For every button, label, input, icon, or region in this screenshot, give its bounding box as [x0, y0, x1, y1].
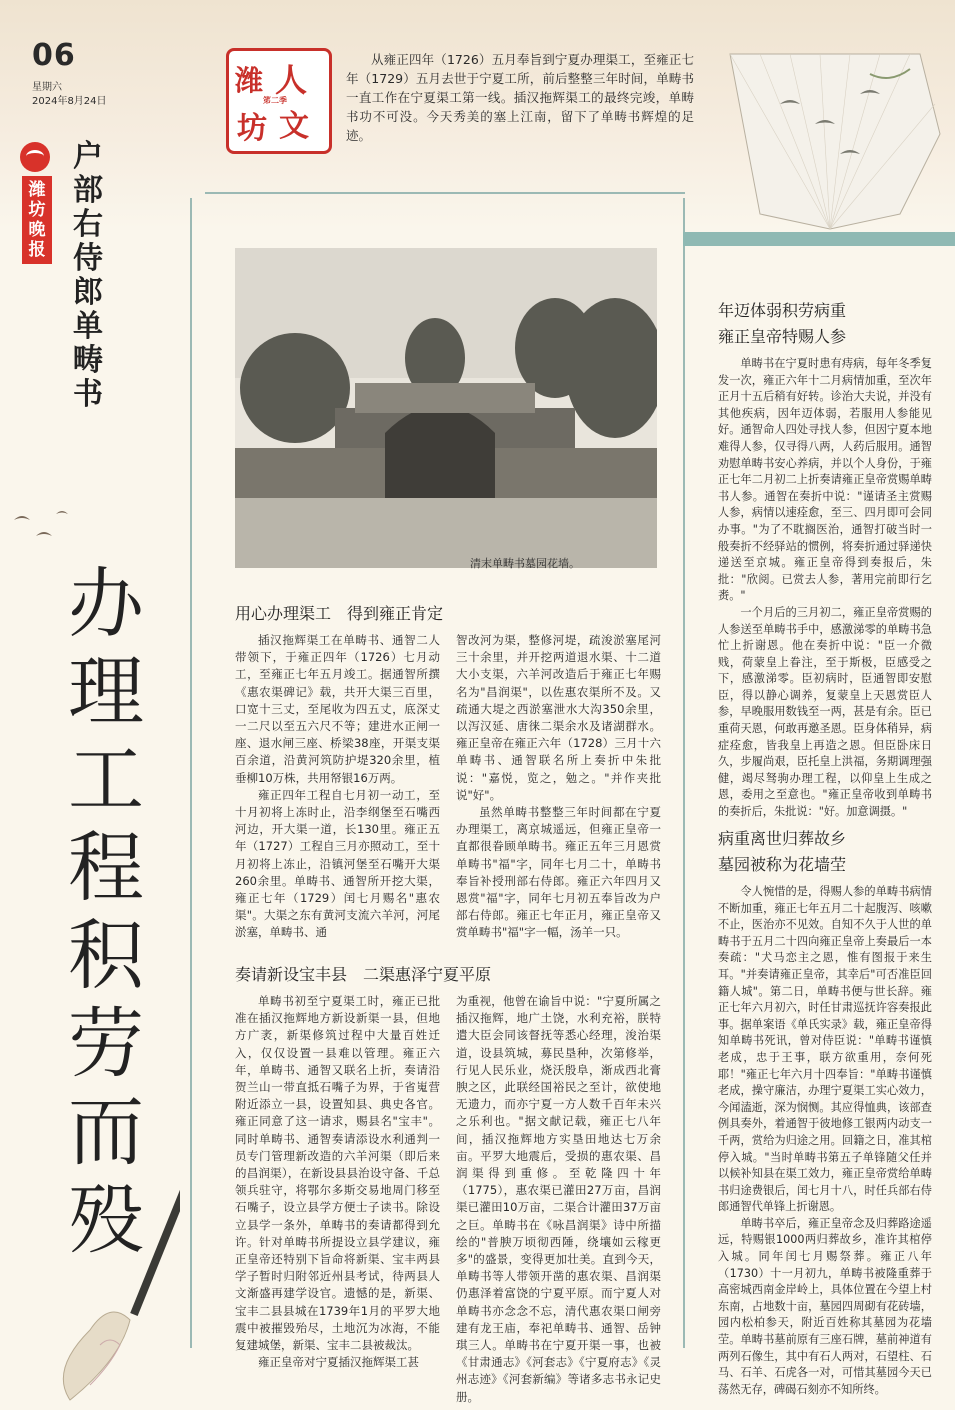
article-column	[718, 356, 932, 821]
article-column	[235, 993, 440, 1371]
section-title	[718, 298, 846, 350]
paragraph: 虽然单畴书整整三年时间都在宁夏办理渠工，离京城遥远，但雍正皇帝一直都很眷顾单畴书。雍正五年三月恩赏单畴书"福"字，同年七月二十，单畴书奉旨补授刑部右侍郎。雍正六年四月又恩赏"福"字，同年七月初五奉旨改为户部右侍郎。雍正七年正月，雍正皇帝又赏单畴书"福"字一幅，汤羊一只。	[456, 805, 661, 940]
paragraph: 令人惋惜的是，得赐人参的单畴书病情不断加重，雍正七年五月二十起腹泻、咳嗽不止，医治亦不见效。自知不久于人世的单畴书于五月二十四向雍正皇帝上奏最后一本奏疏："犬马恋主之恩，惟有图报于来生耳。"并奏请雍正皇帝，其幸后"可否准臣回籍人城"。第二日，单畴书便与世长辞。雍正七年六月初六，时任甘肃巡抚许容奏报此事。据单案语《单氏实录》载，雍正皇帝得知单畴书死讯，曾对侍臣说："单畴书谨慎老成，忠于王事，联方欲重用，奈何死耶！"雍正七年六月十四奉旨："单畴书谨慎老成，操守廉洁，办理宁夏渠工实心效力，今闻溘逝，深为悯恻。其应得恤典，该部查例具奏外，着通智于彼地修工银两内动支一千两，赏给为归途之用。回籍之日，准其棺停入城。"当时单畴书第五子单锋随父任并以候补知县在渠工效力，雍正皇帝赏给单畴书归途费银后，闰七月十八，时任兵部右侍郎通智代单锋上折谢恩。	[718, 885, 932, 1214]
issue-date: 2024年8月24日	[32, 96, 107, 107]
article-column	[456, 632, 661, 942]
intro-lede: 从雍正四年（1726）五月奉旨到宁夏办理渠工，至雍正七年（1729）五月去世于宁夏工所，前后整整三年时间，单畴书一直工作在宁夏渠工第一线。插汉拖辉渠工的最终完竣，单畴书功不可没。今天秀美的塞上江南，留下了单畴书辉煌的足迹。	[346, 52, 694, 143]
paragraph: 雍正四年工程自七月初一动工，至十月初将上冻时止，沿李纲堡至石嘴西河边，开大渠一道，长130里。雍正五年（1727）工程自三月亦照动工，至十月初将上冻止，沿镇河堡至石嘴开大渠260余里。单畴书、通智所开挖大渠，雍正七年（1729）闰七月赐名"惠农渠"。大渠之东有黄河支流六羊河，河尾淤塞，单畴书、通	[235, 787, 440, 940]
section-title-line: 年迈体弱积劳病重	[718, 301, 847, 320]
weekday: 星期六	[32, 82, 62, 93]
teal-divider-bar	[683, 232, 955, 246]
paragraph: 插汉拖辉渠工在单畴书、通智二人带领下，于雍正四年（1726）七月动工，至雍正七年五月竣工。据通智所撰《惠农渠碑记》载，共开大渠三百里，口宽十三丈，至尾收为四五丈，底深丈一二尺以至五六尺不等；建进水正闸一座、退水闸三座、桥梁38座，开渠支渠百余道，沿黄河筑防护堤320余里，植垂柳10万株，共用帑银16万两。	[235, 633, 440, 785]
frame-left-border	[190, 198, 192, 1348]
page-number: 06	[32, 38, 76, 73]
section-title: 用心办理渠工 得到雍正肯定	[235, 604, 444, 623]
paragraph: 单畴书在宁夏时患有痔病，每年冬季复发一次，雍正六年十二月病情加重，至次年正月十五后稍有好转。诊治大夫说，并没有其他疾病，因年迈体弱，若服用人参能见好。通智命人四处寻找人参，但因宁夏本地难得人参，仅寻得八两，人药后服用。通智劝慰单畴书安心养病，并以个人身份，于雍正七年二月初二上折奏请雍正皇帝赏赐单畴书人参。通智在奏折中说："谨请圣主赏赐人参，病情以速痊愈，至三、四月即可会同办事。"为了不耽搁医治，通智打破当时一般奏折不经驿站的惯例，将奏折通过驿递快递送至京城。雍正皇帝得到奏报后，朱批："欣阅。已赏去人参，著用完前即行乞赉。"	[718, 357, 932, 603]
headline: 办理工程积劳而殁	[68, 559, 144, 1264]
article-column	[718, 884, 932, 1398]
paragraph: 单畴书初至宁夏渠工时，雍正已批准在插汉拖辉地方新设新渠一县，但地方广袤，新渠修筑过程中大量百姓迁入，仅仅设置一县难以管理。雍正六年，单畴书、通智又联名上折，奏请沿贺兰山一带直抵石嘴子为界，于省嵬营附近添立一县，设置知县、典史各官。雍正同意了这一请求，赐县名"宝丰"。同时单畴书、通智奏请添设水利通判一员专门管理新改造的六羊河渠（即后来的昌润渠），在新设县县治设守备、千总领兵驻守，将鄂尔多斯交易地周门移至石嘴子，设立县学方便士子读书。除设立县学一条外，单畴书的奏请都得到允许。针对单畴书所提设立县学建议，雍正皇帝还特别下旨命将新渠、宝丰两县学子暂时归附邻近州县考试，待两县人文渐盛再建学设官。遗憾的是，新渠、宝丰二县县城在1739年1月的平罗大地震中被摧毁殆尽，土地沉为冰海，不能复建城堡，新渠、宝丰二县被裁汰。	[235, 994, 440, 1353]
seal-char: 人	[275, 61, 308, 99]
newspaper-brand	[18, 142, 52, 264]
seal-subtext: 笫二季	[263, 95, 287, 105]
seal-char: 文	[279, 109, 309, 144]
photo-caption: 清末单畴书墓园花墙。	[470, 557, 580, 570]
section-title: 奏请新设宝丰县 二渠惠泽宁夏平原	[235, 965, 492, 984]
frame-right-border	[683, 198, 685, 1348]
article-column	[456, 993, 661, 1406]
brand-logo-icon	[20, 142, 50, 172]
section-title-line: 雍正皇帝特赐人参	[718, 327, 847, 346]
paragraph: 智改河为渠，整修河堤，疏浚淤塞尾河三十余里，并开挖两道退水渠、十二道大小支渠，六羊河改造后于雍正七年赐名为"昌润渠"，以佐惠农渠所不及。又疏通大堤之西淤塞泄水大沟350余里，以泻汉延、唐徕二渠余水及诸湖群水。雍正皇帝在雍正六年（1728）三月十六单畴书、通智联名所上奏折中朱批说："嘉悦，览之，勉之。"并作夹批说"好"。	[456, 633, 661, 802]
section-title-line: 墓园被称为花墙茔	[718, 855, 847, 874]
fan-illustration	[720, 14, 950, 234]
article-column	[235, 632, 440, 942]
birds-icon	[6, 500, 86, 560]
section-title	[718, 826, 846, 878]
seal-char: 潍	[235, 64, 264, 97]
seal-char: 坊	[237, 111, 267, 146]
paragraph: 为重视，他曾在谕旨中说："宁夏所属之插汉拖辉，地广土饶，水利充裕，朕特遣大臣会同该督抚等悉心经理，浚治渠道，设县筑城，募民垦种，次第修举，行见人民乐业，烧沃殷阜，渐成西北膏腴之区，此联经国裕民之至计，欲使地无遗力，而亦宁夏一方人数千百年未兴之乐利也。"据文献记载，雍正七八年间，插汉拖辉地方实垦田地达七万余亩。平罗大地震后，受损的惠农渠、昌润渠得到重修。至乾隆四十年（1775），惠农渠已灌田27万亩，昌润渠已灌田10万亩，二渠合计灌田37万亩之巨。单畴书在《咏昌润渠》诗中所描绘的"普腴万顷彻西陲，绕壤如云稼更多"的盛景，变得更加壮美。直到今天，单畴书等人带领开凿的惠农渠、昌润渠仍惠泽着富饶的宁夏平原。而宁夏人对单畴书亦念念不忘，清代惠农渠口闸旁建有龙王庙，奉祀单畴书、通智、岳钟琪三人。单畴书在宁夏开渠一事，也被《甘肃通志》《河套志》《宁夏府志》《灵州志迹》《河套新编》等诸多志书永记史册。	[456, 994, 661, 1404]
frame-top-border	[205, 192, 685, 208]
section-title-line: 病重离世归葬故乡	[718, 829, 847, 848]
paragraph: 单畴书卒后，雍正皇帝念及归葬路途遥远，特赐银1000两归葬故乡，准许其棺停入城。同年闰七月赐祭葬。雍正八年（1730）十一月初九，单畴书被隆重葬于高密城西南金岸岭上，具体位置在今望上村东南，占地数十亩，墓园四周砌有花砖墙，园内松柏参天，附近百姓称其墓园为花墙茔。单畴书墓前原有三座石牌，墓前神道有两列石像生，其中有石人两对，石望柱、石马、石羊、石虎各一对，可惜其墓园今天已荡然无存，碑碣石刻亦不知所终。	[718, 1216, 932, 1396]
brand-name: 潍坊晚报	[22, 176, 52, 264]
kicker-title: 户部右侍郎单畴书	[73, 139, 103, 412]
photo-garden-wall	[235, 248, 657, 568]
brush-icon	[40, 1170, 180, 1410]
paragraph: 一个月后的三月初二，雍正皇帝赏赐的人参送至单畴书手中，感激涕零的单畴书急忙上折谢恩。他在奏折中说："臣一介微贱，荷蒙皇上眷注，至于斯极，臣感受之下，感激涕零。臣初病时，臣通智即安慰臣，得以静心调养，复蒙皇上天恩赏臣人参，早晚服用数钱至一两，甚是有余。臣已重荷天恩，何敢再邀圣恩。臣身体稍异，病症痊愈，皆我皇上再造之恩。但臣卧床日久，步履尚艰，臣托皇上洪福，务期调理强健，竭尽驽驹办理工程，以仰皇上生成之恩，委用之至意也。"雍正皇帝收到单畴书的奏折后，朱批说："好。加意调摄。"	[718, 605, 932, 819]
column-seal	[226, 48, 332, 154]
paragraph: 雍正皇帝对宁夏插汉拖辉渠工甚	[258, 1355, 419, 1370]
